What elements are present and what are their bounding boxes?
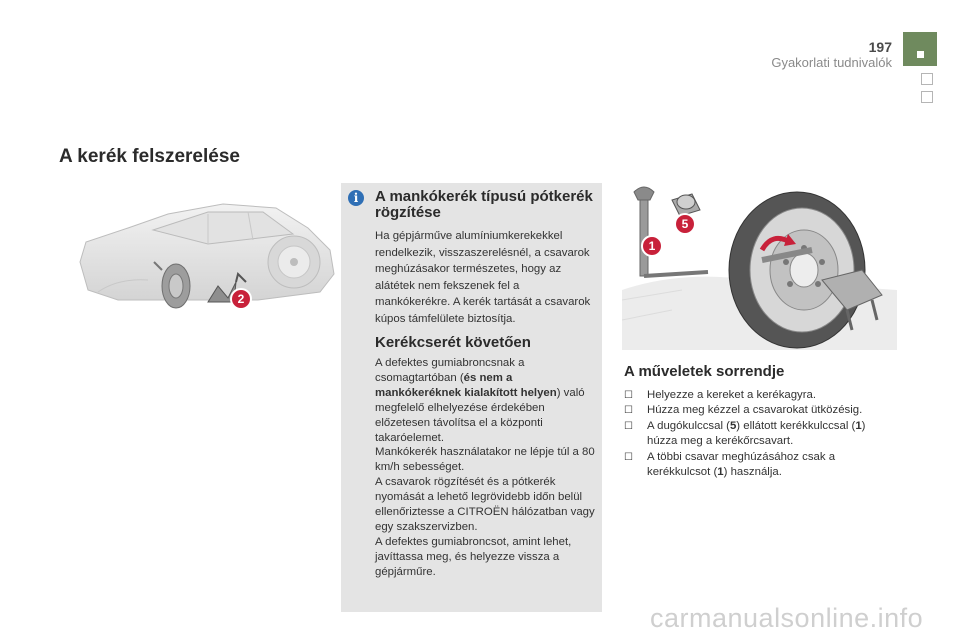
chapter-tab[interactable] bbox=[921, 73, 933, 85]
info-icon: i bbox=[348, 190, 364, 206]
step-text: Húzza meg kézzel a csavarokat ütközésig. bbox=[647, 404, 863, 417]
list-item bbox=[624, 450, 894, 481]
chapter-tab[interactable] bbox=[921, 91, 933, 103]
step-text: ) húzza meg a kerékőrcsavart. bbox=[647, 419, 866, 448]
after-change-heading: Kerékcserét követően bbox=[375, 334, 531, 351]
paragraph: A defektes gumiabroncsot, amint lehet, javíttassa meg, és helyezze vissza a gépjárműre. bbox=[375, 535, 572, 578]
page-title: A kerék felszerelése bbox=[59, 146, 240, 167]
page-number: 197 bbox=[868, 39, 892, 55]
checkbox-icon: ☐ bbox=[624, 405, 633, 417]
step-text: A többi csavar meghúzásához csak a kerékkulcsot ( bbox=[647, 450, 836, 479]
step-text: Helyezze a kereket a kerékagyra. bbox=[647, 389, 817, 401]
steps-list bbox=[624, 388, 894, 480]
list-item bbox=[624, 388, 894, 403]
paragraph: A csavarok rögzítését és a pótkerék nyomását a lehető legrövidebb időn belül ellenőriztesse a CITROËN hálózatban vagy egy szakszervizben. bbox=[375, 476, 595, 533]
callout-number-2: 2 bbox=[237, 292, 245, 306]
bold-number: 1 bbox=[855, 419, 862, 432]
callout-number-1: 1 bbox=[648, 239, 656, 253]
step-text: A dugókulccsal ( bbox=[647, 419, 730, 432]
chapter-tab-active[interactable] bbox=[903, 32, 937, 66]
tab-marker-icon bbox=[917, 51, 924, 58]
wheel-fitting-illustration bbox=[622, 180, 897, 350]
bold-number: 5 bbox=[729, 419, 737, 432]
callout-number-5: 5 bbox=[681, 217, 689, 231]
section-title: Gyakorlati tudnivalók bbox=[771, 55, 892, 70]
bold-number: 1 bbox=[717, 466, 724, 479]
checkbox-icon: ☐ bbox=[624, 451, 633, 463]
text-span: A defektes gumiabroncsnak a csomagtartóban ( bbox=[375, 357, 525, 384]
watermark: carmanualsonline.info bbox=[650, 603, 924, 633]
step-text: ) használja. bbox=[723, 466, 782, 479]
paragraph bbox=[375, 356, 597, 445]
list-item bbox=[624, 419, 894, 450]
list-item bbox=[624, 403, 894, 418]
checkbox-icon: ☐ bbox=[624, 390, 633, 401]
step-text: ) ellátott kerékkulccsal ( bbox=[736, 419, 856, 432]
after-change-text bbox=[375, 356, 597, 580]
car-jack-illustration bbox=[58, 182, 338, 322]
bold-text: és nem a mankókeréknek kialakított helyen bbox=[375, 371, 557, 399]
steps-heading: A műveletek sorrendje bbox=[624, 363, 785, 380]
spare-wheel-text: Ha gépjárműve alumíniumkerekekkel rendelkezik, visszaszerelésnél, a csavarok meghúzásakor természetes, hogy az alátétek nem fekszenek fel a mankókerékre. A kerék tartását a csavarok kúpos támfelülete biztosítja. bbox=[375, 230, 591, 325]
paragraph: Mankókerék használatakor ne lépje túl a 80 km/h sebességet. bbox=[375, 446, 595, 474]
spare-wheel-heading: A mankókerék típusú pótkerék rögzítése bbox=[375, 188, 593, 221]
checkbox-icon: ☐ bbox=[624, 420, 633, 432]
text-span: ) való megfelelő elhelyezése érdekében előzetesen távolítsa el a központi takaróelemet. bbox=[375, 386, 585, 444]
